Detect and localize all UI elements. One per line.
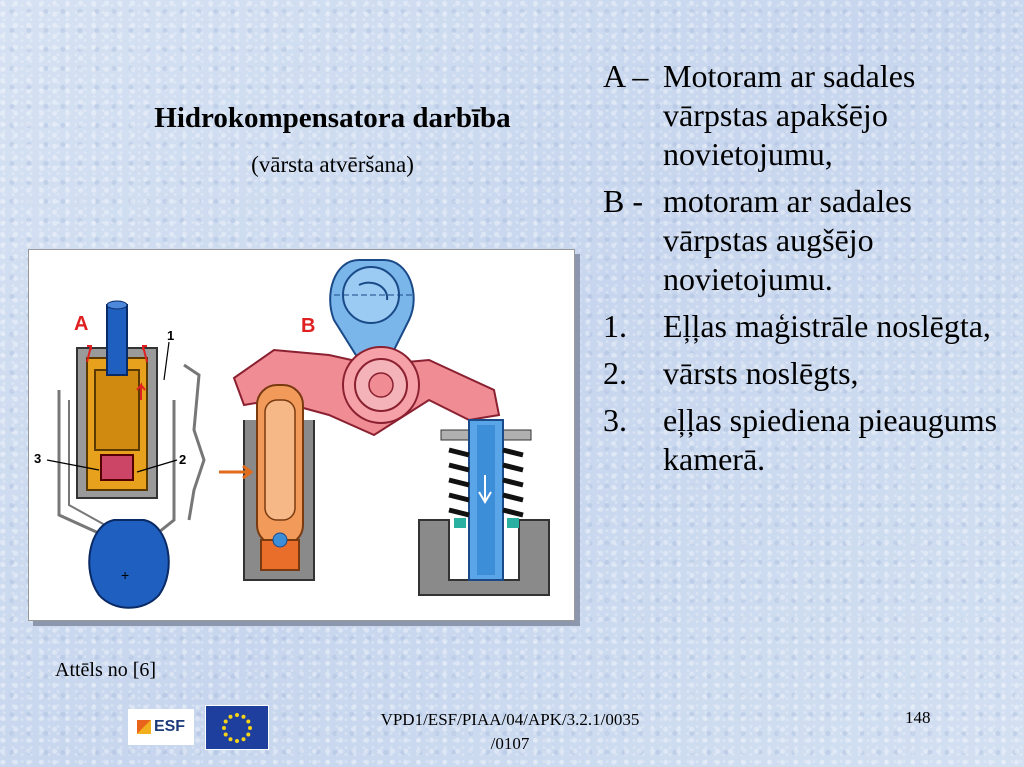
figure-caption: Attēls no [6] [55,659,157,681]
footer-project-code [340,708,680,756]
esf-logo [128,709,194,745]
legend-item-2 [603,354,1003,393]
legend-marker: B - [603,183,643,219]
page-number: 148 [905,708,931,727]
legend-item-3 [603,401,1003,479]
slide-title: Hidrokompensatora darbība [154,102,511,134]
diagram-b [219,260,549,595]
legend-marker: 1. [603,308,627,344]
legend-item-1 [603,307,1003,346]
legend-text: Eļļas maģistrāle noslēgta, [663,308,991,344]
legend-marker: 3. [603,402,627,438]
footer-code-line2: /0107 [490,734,530,753]
legend-marker: 2. [603,355,627,391]
eu-flag-icon [205,705,269,750]
legend-list [603,57,1003,487]
footer-code-line1: VPD1/ESF/PIAA/04/APK/3.2.1/0035 [380,710,640,729]
label-b: B [301,315,316,337]
hydraulic-compensator-figure [28,249,575,621]
legend-marker: A – [603,58,649,94]
legend-text: vārsts noslēgts, [663,355,859,391]
cam-center-label: + [121,567,130,583]
legend-text: eļļas spiediena pieaugums kamerā. [663,402,998,477]
legend-item-b [603,182,1003,299]
label-1: 1 [167,328,175,343]
legend-text: motoram ar sadales vārpstas augšējo novietojumu. [663,183,912,297]
label-2: 2 [179,452,187,467]
label-3: 3 [34,451,42,466]
legend-item-a [603,57,1003,174]
diagram-a [34,301,204,608]
esf-mark-icon [137,720,151,734]
slide-subtitle: (vārsta atvēršana) [251,152,414,177]
legend-text: Motoram ar sadales vārpstas apakšējo novietojumu, [663,58,916,172]
label-a: A [74,313,89,335]
esf-logo-text: ESF [153,718,186,735]
